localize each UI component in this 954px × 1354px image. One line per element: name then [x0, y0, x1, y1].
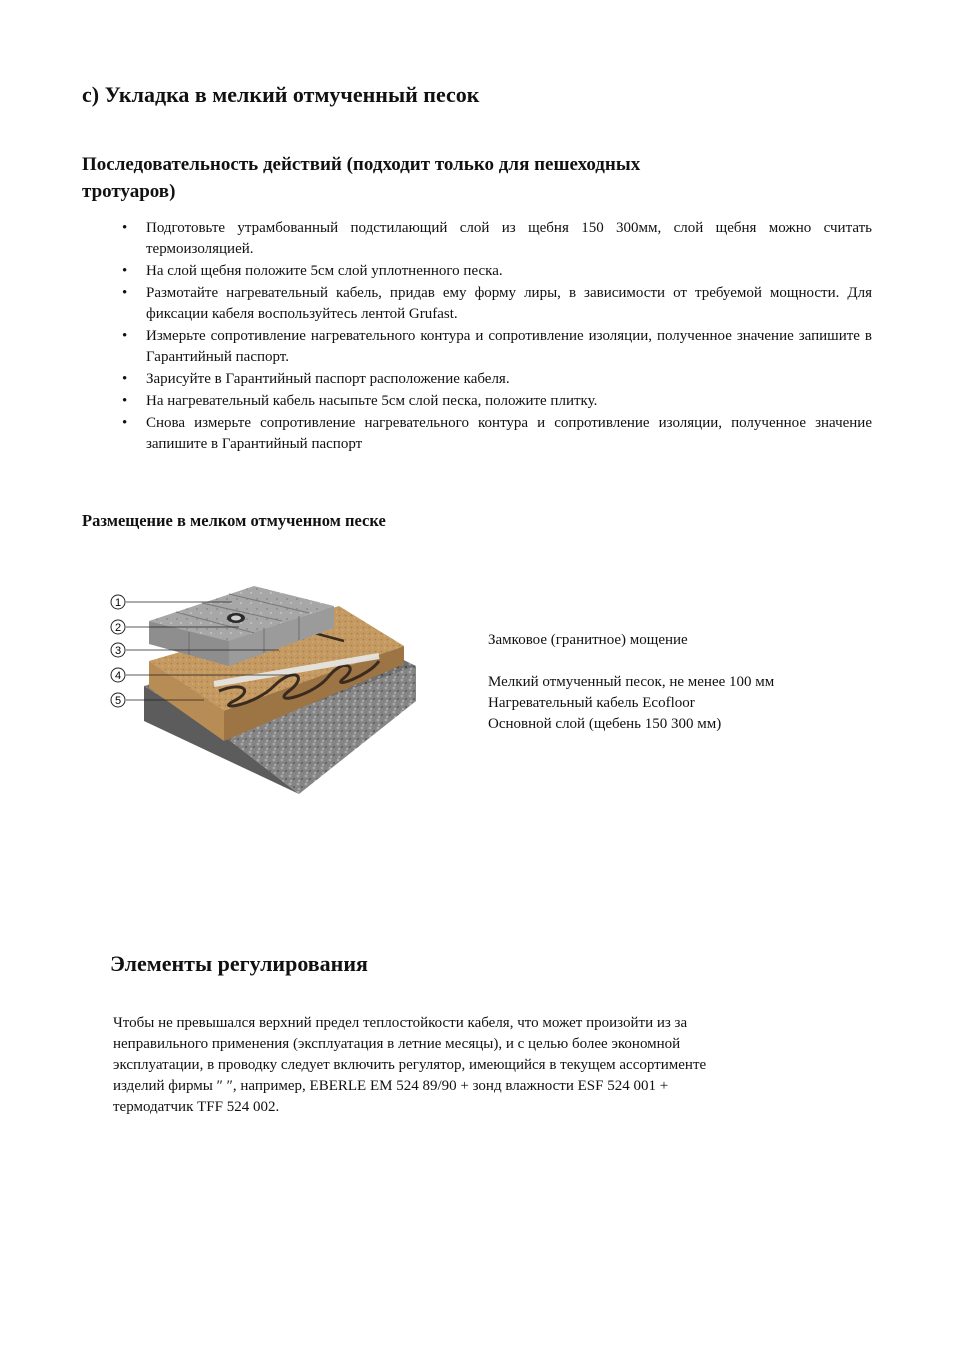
list-item	[82, 369, 872, 390]
bullet-icon: •	[122, 285, 128, 301]
sequence-heading-line2: тротуаров)	[82, 181, 176, 202]
bullet-icon: •	[122, 415, 128, 431]
callout-number: 2	[114, 622, 122, 634]
layer-diagram	[104, 566, 424, 800]
list-item	[82, 326, 872, 368]
paragraph-line: эксплуатации, в проводку следует включить регулятор, имеющийся в текущем ассортименте	[113, 1057, 707, 1073]
steps-list	[82, 218, 872, 456]
placement-heading: Размещение в мелком отмученном песке	[82, 511, 386, 530]
step-text: Подготовьте утрамбованный подстилающий слой из щебня 150 300мм, слой щебня можно считать термоизоляцией.	[146, 220, 872, 257]
callout-number: 3	[114, 645, 122, 657]
bullet-icon: •	[122, 263, 128, 279]
list-item	[82, 283, 872, 325]
legend-item-cable: Нагревательный кабель Ecofloor	[488, 695, 695, 711]
step-text: Измерьте сопротивление нагревательного контура и сопротивление изоляции, полученное значение запишите в Гарантийный паспорт.	[146, 328, 872, 365]
step-text: Размотайте нагревательный кабель, придав ему форму лиры, в зависимости от требуемой мощности. Для фиксации кабеля воспользуйтесь лентой Grufast.	[146, 285, 872, 322]
callout-markers	[111, 595, 125, 707]
legend-item-paving: Замковое (гранитное) мощение	[488, 632, 688, 648]
callout-number: 1	[114, 597, 122, 609]
regulation-paragraph	[113, 1013, 853, 1118]
sequence-heading	[82, 151, 882, 205]
diagram-legend	[488, 630, 774, 735]
legend-item-gravel: Основной слой (щебень 150 300 мм)	[488, 716, 722, 732]
paragraph-line: термодатчик TFF 524 002.	[113, 1099, 280, 1115]
paragraph-line: изделий фирмы ″ ″, например, EBERLE EM 524 89/90 + зонд влажности ESF 524 001 +	[113, 1078, 669, 1094]
list-item	[82, 218, 872, 260]
regulation-heading: Элементы регулирования	[110, 951, 368, 976]
step-text: На слой щебня положите 5см слой уплотненного песка.	[146, 263, 503, 279]
step-text: Снова измерьте сопротивление нагревательного контура и сопротивление изоляции, полученное значение запишите в Гарантийный паспорт	[146, 415, 872, 452]
step-text: Зарисуйте в Гарантийный паспорт расположение кабеля.	[146, 371, 510, 387]
bullet-icon: •	[122, 393, 128, 409]
bullet-icon: •	[122, 328, 128, 344]
sequence-heading-line1: Последовательность действий (подходит только для пешеходных	[82, 154, 641, 175]
paragraph-line: Чтобы не превышался верхний предел теплостойкости кабеля, что может произойти из за	[113, 1015, 688, 1031]
list-item	[82, 261, 872, 282]
callout-number: 4	[114, 670, 122, 682]
section-title: с) Укладка в мелкий отмученный песок	[82, 82, 480, 107]
list-item	[82, 391, 872, 412]
callout-number: 5	[114, 695, 122, 707]
bullet-icon: •	[122, 220, 128, 236]
paragraph-line: неправильного применения (эксплуатация в летние месяцы), и с целью более экономной	[113, 1036, 681, 1052]
step-text: На нагревательный кабель насыпьте 5см слой песка, положите плитку.	[146, 393, 598, 409]
list-item	[82, 413, 872, 455]
bullet-icon: •	[122, 371, 128, 387]
legend-item-sand: Мелкий отмученный песок, не менее 100 мм	[488, 674, 775, 690]
